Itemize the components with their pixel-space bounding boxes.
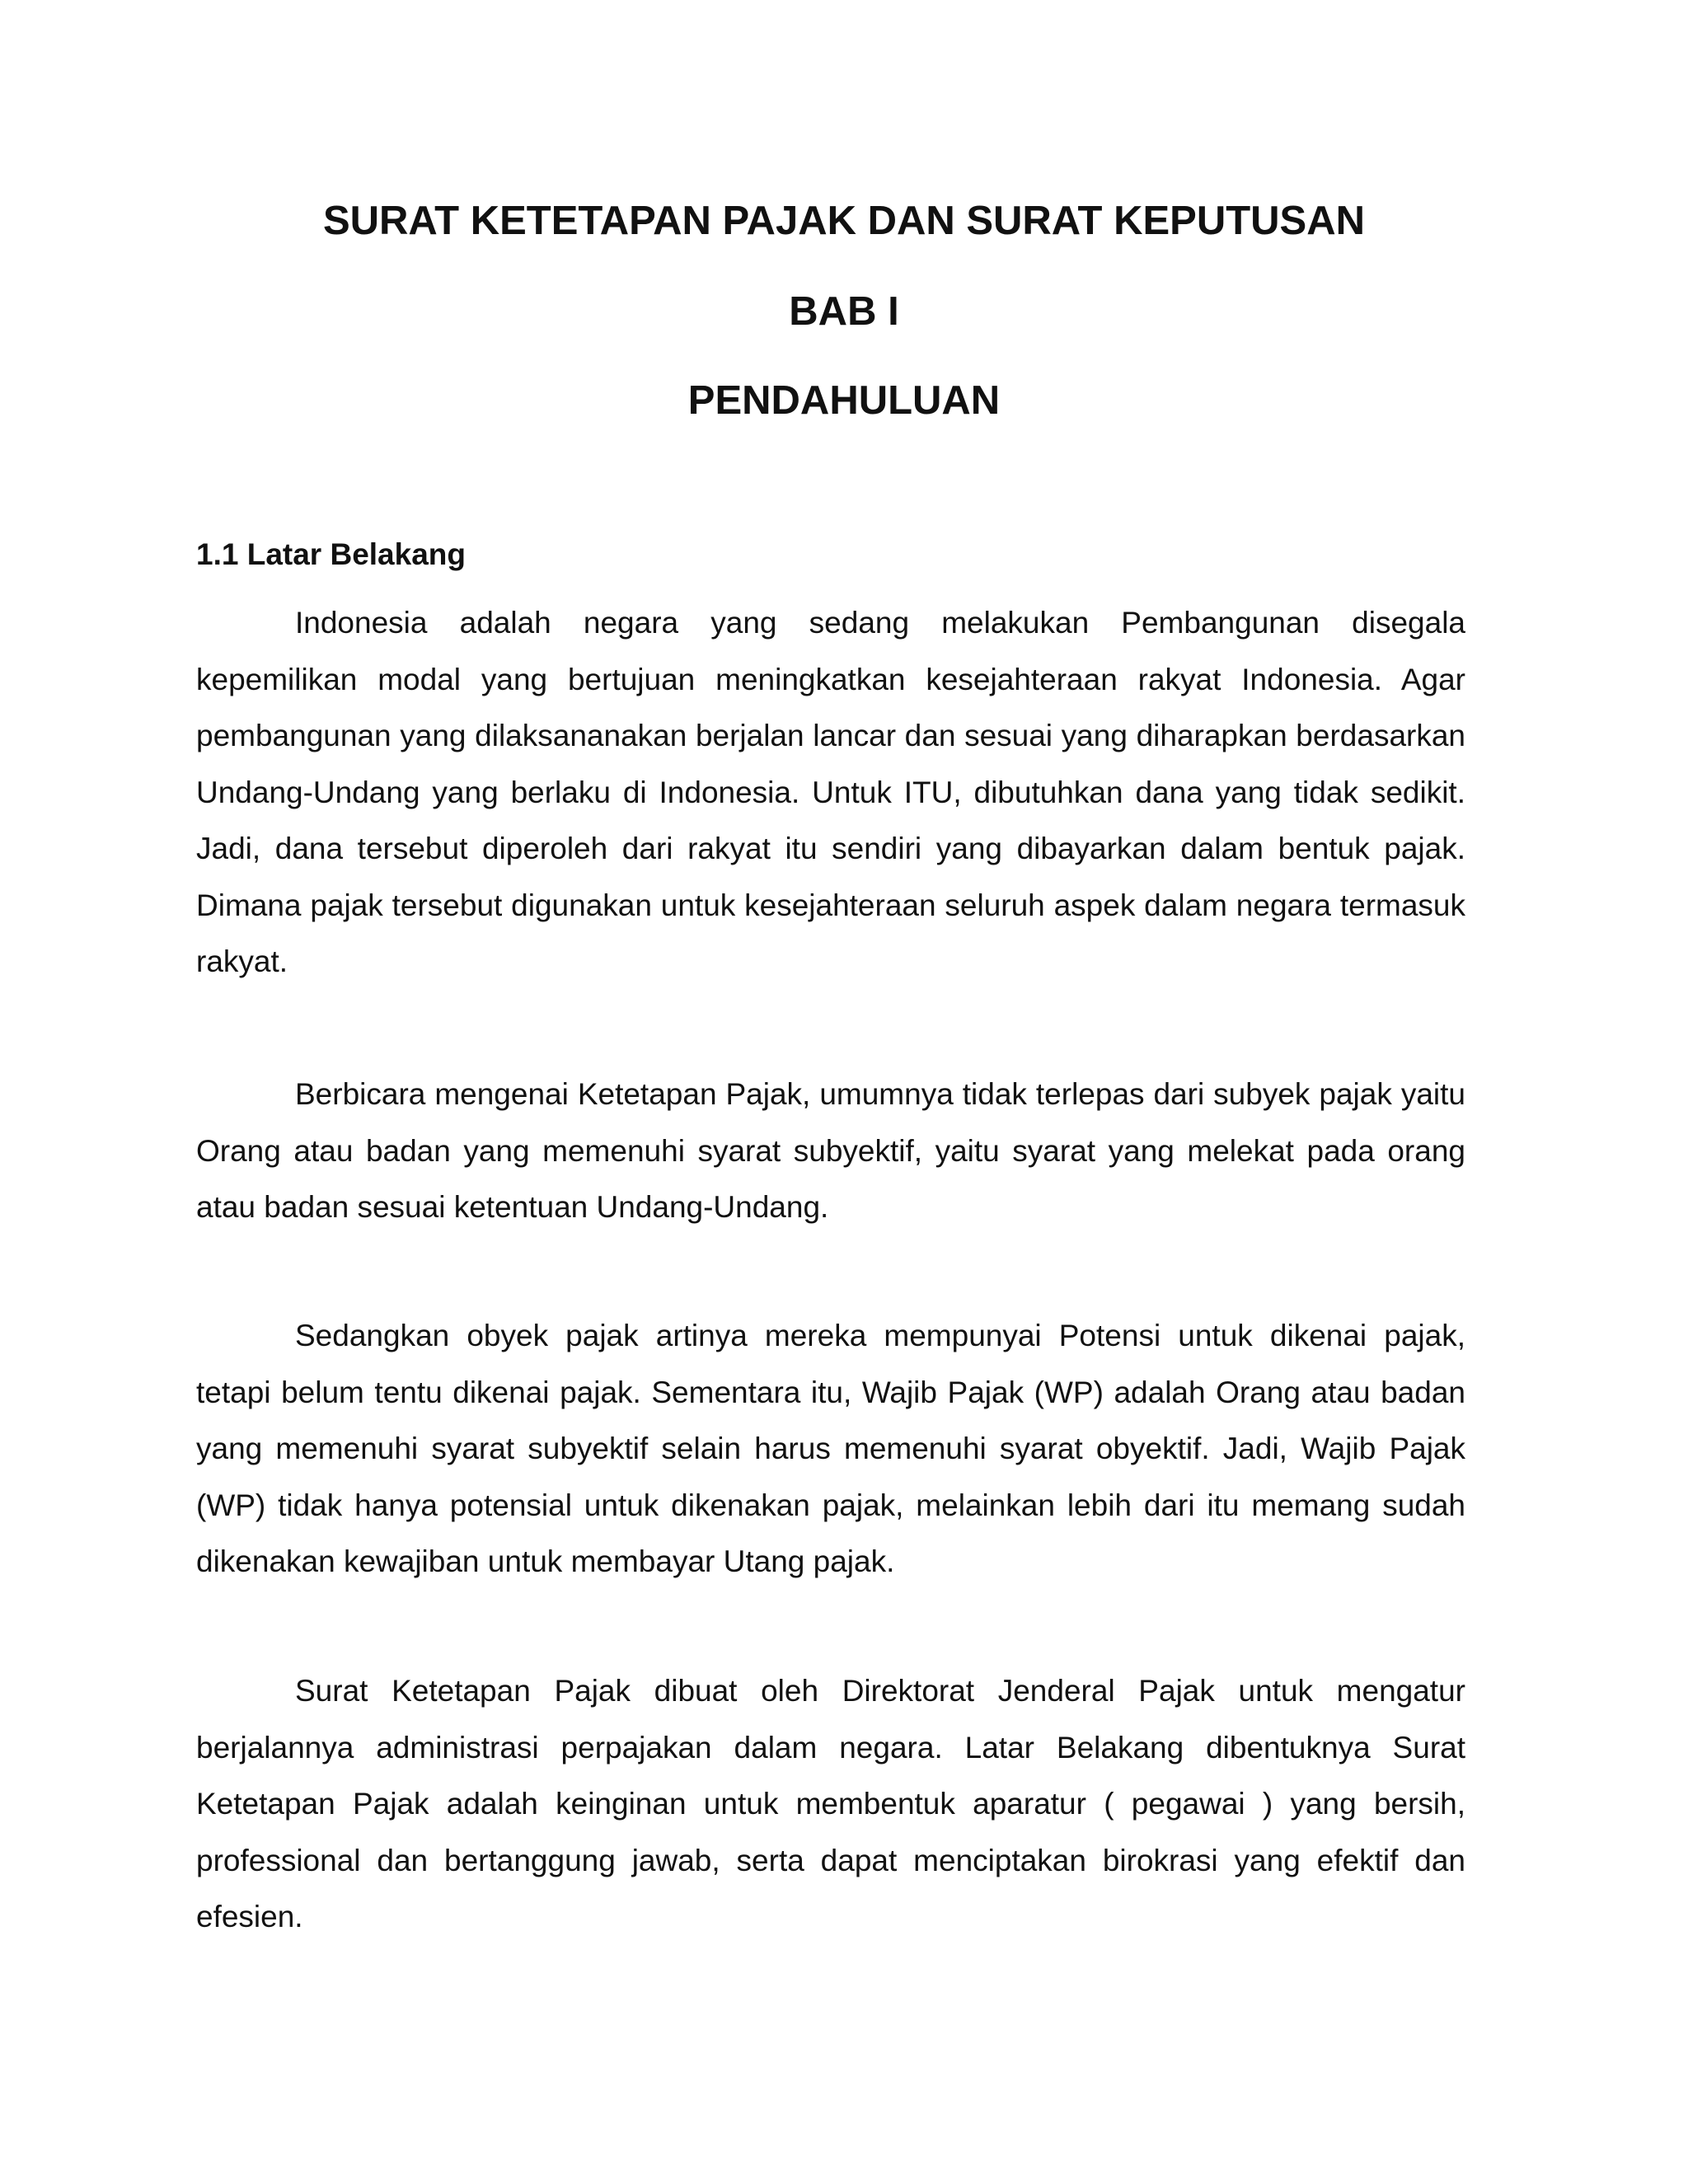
paragraph-1-text: Indonesia adalah negara yang sedang melakukan Pembangunan disegala kepemilikan modal yang bertujuan meningkatkan kesejahteraan rakyat Indonesia. Agar pembangunan yang dilaksananakan berjalan lancar dan sesuai yang diharapkan berdasarkan Undang-Undang yang berlaku di Indonesia. Untuk ITU, dibutuhkan dana yang tidak sedikit. Jadi, dana tersebut diperoleh dari rakyat itu sendiri yang dibayarkan dalam bentuk pajak. Dimana pajak tersebut digunakan untuk kesejahteraan seluruh aspek dalam negara termasuk rakyat. (196, 606, 1465, 978)
chapter-heading: BAB I (789, 289, 899, 334)
subsection-heading: 1.1 Latar Belakang (196, 537, 466, 571)
document-title: SURAT KETETAPAN PAJAK DAN SURAT KEPUTUSAN (322, 199, 1366, 243)
paragraph-4-text: Surat Ketetapan Pajak dibuat oleh Direktorat Jenderal Pajak untuk mengatur berjalannya administrasi perpajakan dalam negara. Latar Belakang dibentuknya Surat Ketetapan Pajak adalah keinginan untuk membentuk aparatur ( pegawai ) yang bersih, professional dan bertanggung jawab, serta dapat menciptakan birokrasi yang efektif dan efesien. (196, 1674, 1465, 1933)
paragraph-4 (196, 1663, 1465, 1946)
section-heading: PENDAHULUAN (687, 378, 1001, 423)
paragraph-3-text: Sedangkan obyek pajak artinya mereka mempunyai Potensi untuk dikenai pajak, tetapi belum tentu dikenai pajak. Sementara itu, Wajib Pajak (WP) adalah Orang atau badan yang memenuhi syarat subyektif selain harus memenuhi syarat obyektif. Jadi, Wajib Pajak (WP) tidak hanya potensial untuk dikenakan pajak, melainkan lebih dari itu memang sudah dikenakan kewajiban untuk membayar Utang pajak. (196, 1319, 1465, 1578)
paragraph-2-text: Berbicara mengenai Ketetapan Pajak, umumnya tidak terlepas dari subyek pajak yaitu Orang atau badan yang memenuhi syarat subyektif, yaitu syarat yang melekat pada orang atau badan sesuai ketentuan Undang-Undang. (196, 1077, 1465, 1224)
paragraph-2 (196, 1066, 1465, 1236)
paragraph-1 (196, 595, 1465, 991)
paragraph-3 (196, 1308, 1465, 1591)
